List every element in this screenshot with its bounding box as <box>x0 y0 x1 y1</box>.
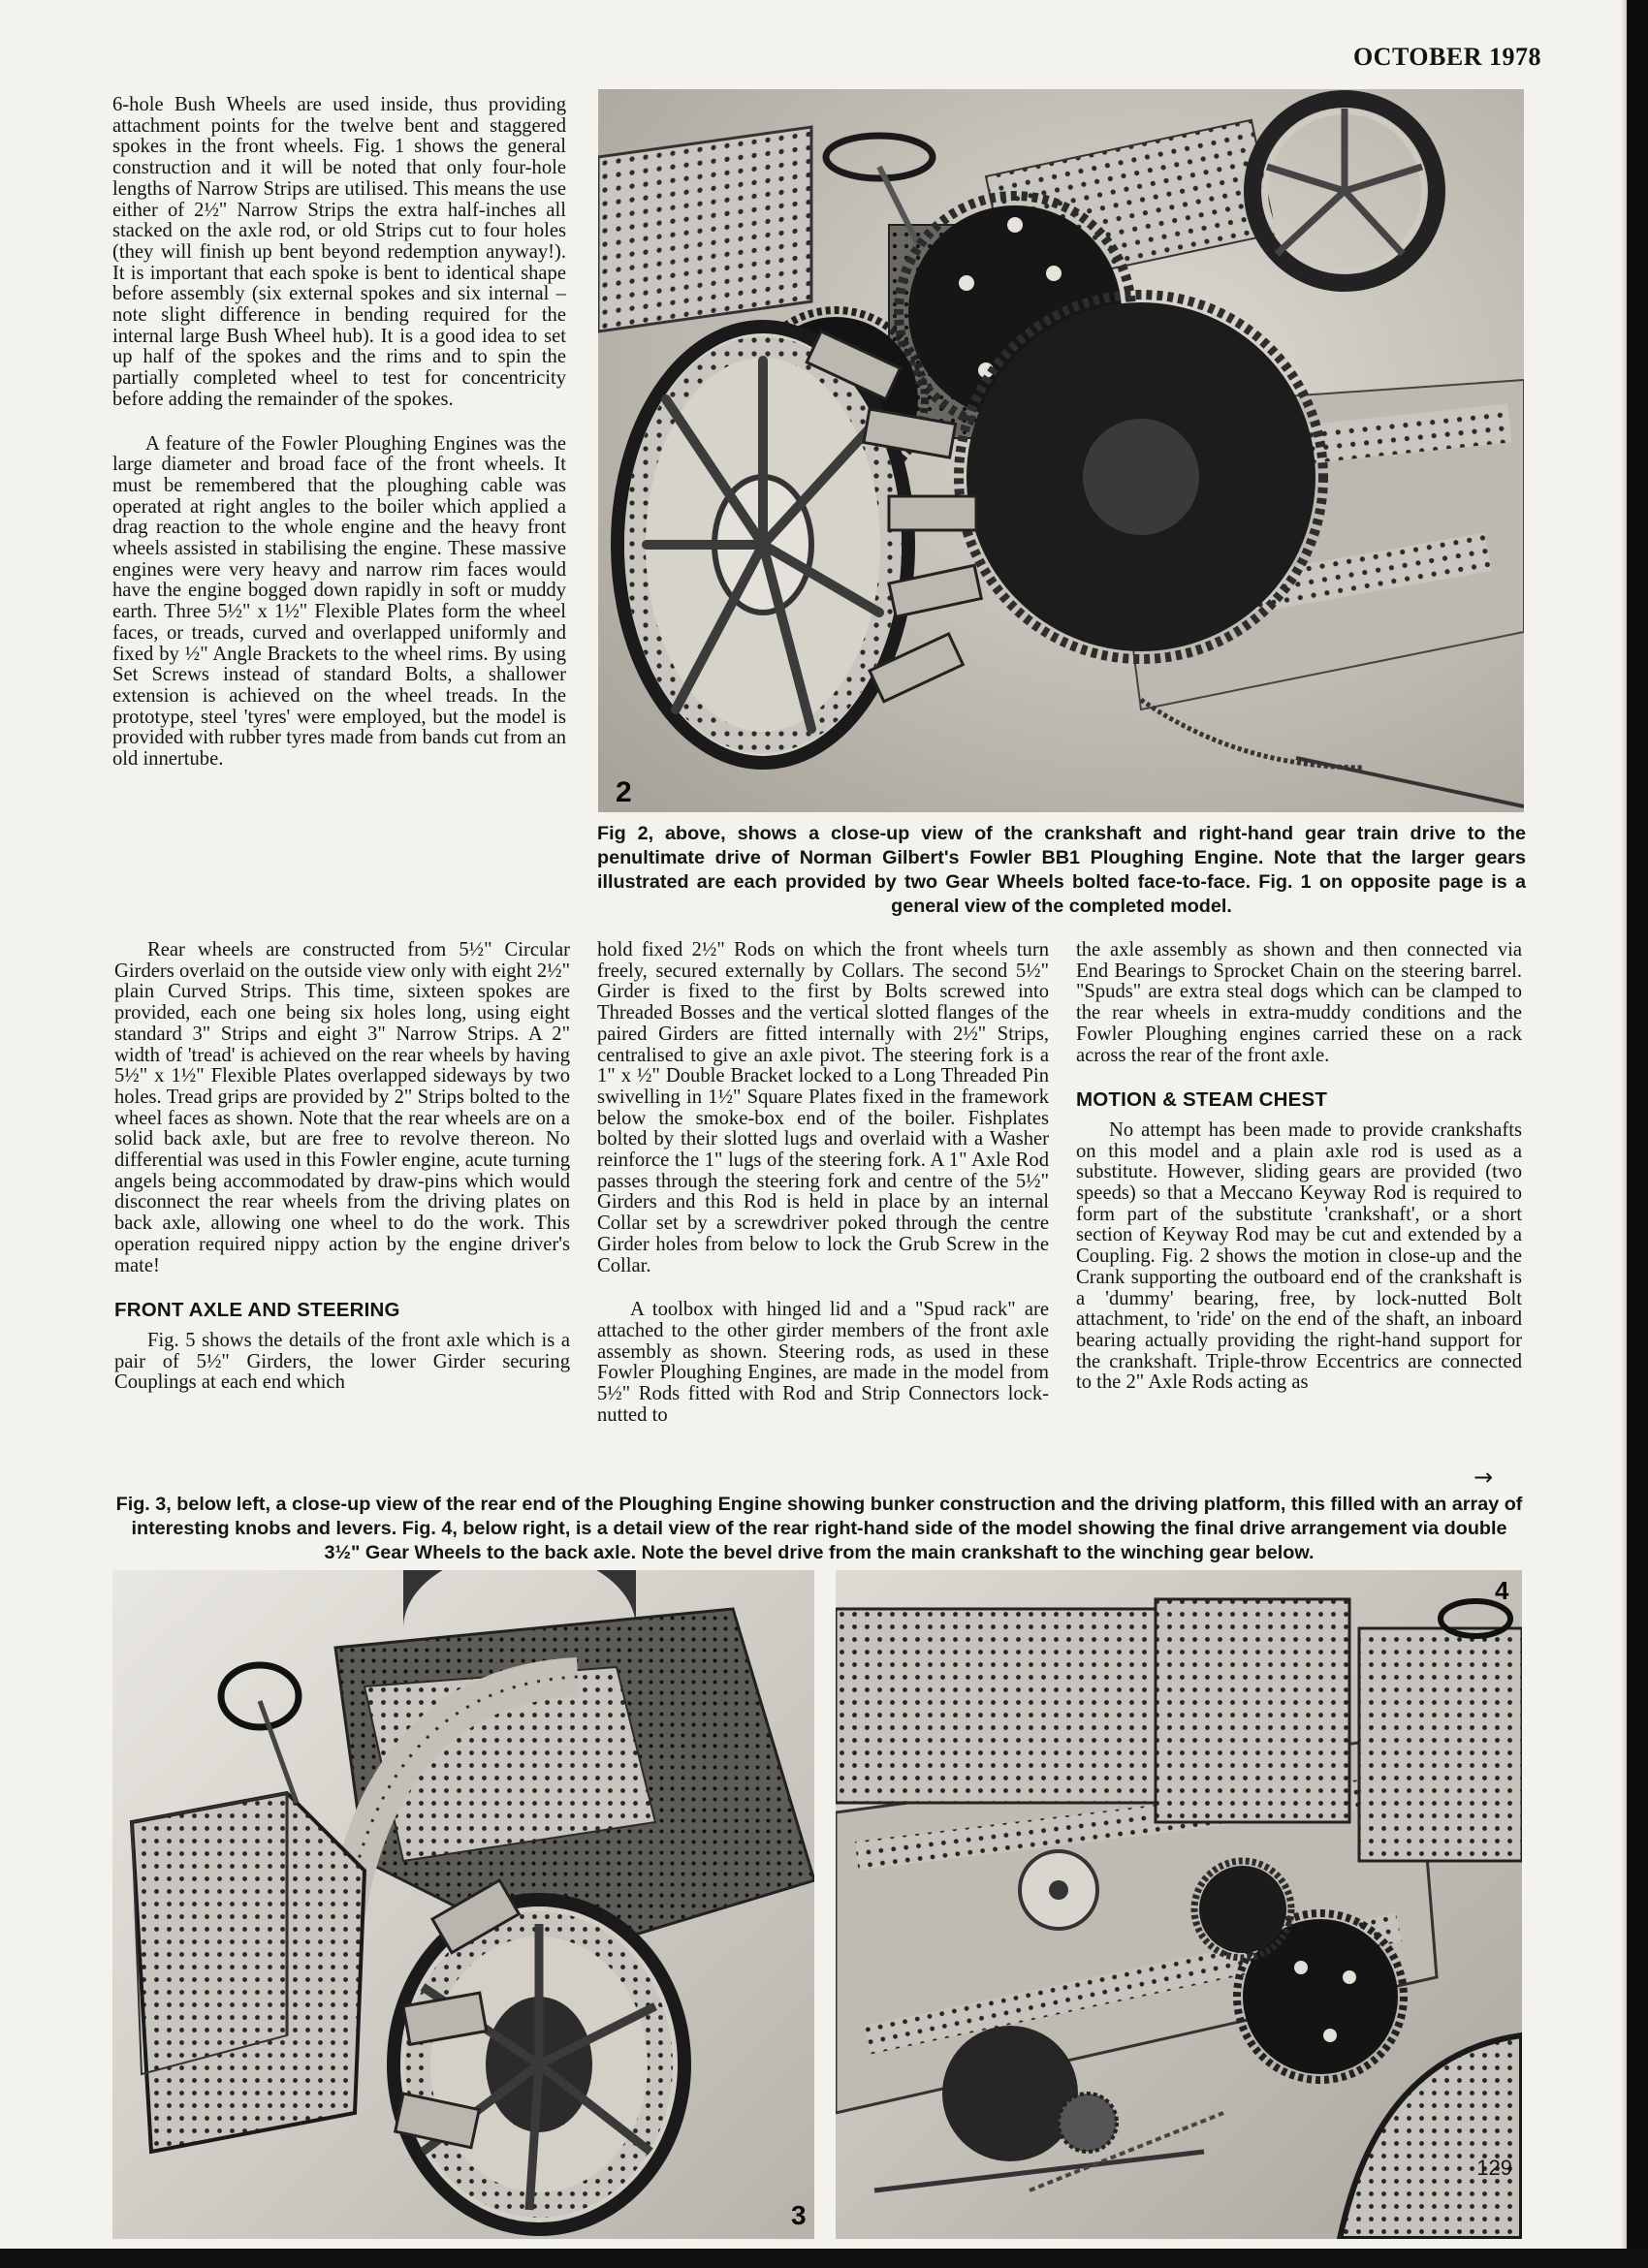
paragraph-rear-wheels: Rear wheels are constructed from 5½" Circular Girders overlaid on the outside view only with eight 2½" plain Curved Strips. This time, sixteen spokes are provided, each one being six holes long, using eight standard 3" Strips and eight 3" Narrow Strips. A 2" width of 'tread' is achieved on the rear wheels by having 5½" x 1½" Flexible Plates overlapped sideways by two holes. Tread grips are provided by 2" Strips bolted to the wheel faces as shown. Note that the rear wheels are on a solid back axle, but are free to revolve thereon. No differential was used in this Fowler engine, acute turning angels being accommodated by draw-pins which would disconnect the rear wheels from the driving plates on back axle, allowing one wheel to do the work. This operation required nippy action by the engine driver's mate! <box>114 939 570 1276</box>
paragraph-axle-pivot: hold fixed 2½" Rods on which the front wheels turn freely, secured externally by Collars. The second 5½" Girder is fixed to the first by Bolts screwed into Threaded Bosses and the vertical slotted flanges of the paired Girders are fitted internally with 2½" Strips, centralised to give an axle pivot. The steering fork is a 1" x ½" Double Bracket locked to a Long Threaded Pin swivelling in 1½" Square Plates fixed in the framework below the smoke-box end of the boiler. Fishplates bolted by their slotted lugs and overlaid with a Washer reinforce the 1" lugs of the steering fork. A 1" Axle Rod passes through the steering fork and centre of the 5½" Girders and this Rod is held in place by an internal Collar set by a screwdriver poked through the centre Girder holes from below to lock the Grub Screw in the Collar. <box>597 939 1049 1276</box>
engine-rear-bunker-illustration <box>112 1570 814 2239</box>
figure-3-photo <box>112 1570 814 2239</box>
page-number: 129 <box>1476 2156 1512 2180</box>
text-column-left-top <box>112 95 566 794</box>
figure-2-number: 2 <box>616 776 632 808</box>
heading-front-axle: FRONT AXLE AND STEERING <box>114 1299 400 1322</box>
paragraph-front-axle: Fig. 5 shows the details of the front axle which is a pair of 5½" Girders, the lower Girder securing Couplings at each end which <box>114 1329 570 1394</box>
paragraph-bush-wheels: 6-hole Bush Wheels are used inside, thus providing attachment points for the twelve bent and staggered spokes in the front wheels. Fig. 1 shows the general construction and it will be noted that only four-hole lengths of Narrow Strips are utilised. This means the use either of 2½" Narrow Strips the extra half-inches all stacked on the axle rod, or old Strips cut to four holes (they will finish up bent beyond redemption anyway!). It is important that each spoke is bent to identical shape before assembly (six external spokes and six internal – note slight difference in bending required for the internal large Bush Wheel hub). It is a good idea to set up half of the spokes and the rims and to spin the partially completed wheel to test for concentricity before adding the remainder of the spokes. <box>112 94 566 410</box>
figure-3-number: 3 <box>791 2200 807 2230</box>
text-column-right <box>1076 940 1522 1417</box>
figure-2-photo <box>598 89 1524 812</box>
text-column-left-bottom <box>114 940 570 1417</box>
paragraph-spuds: the axle assembly as shown and then connected via End Bearings to Sprocket Chain on the steering barrel. "Spuds" are extra steal dogs which can be clamped to the rear wheels in extra-muddy conditions and the Fowler Ploughing engines carried these on a rack across the rear of the front axle. <box>1076 939 1522 1066</box>
engine-final-drive-illustration <box>836 1570 1522 2239</box>
text-column-middle <box>597 940 1049 1449</box>
engine-gear-train-illustration <box>598 89 1524 812</box>
figure-2-caption: Fig 2, above, shows a close-up view of the crankshaft and right-hand gear train drive to the penultimate drive of Norman Gilbert's Fowler BB1 Ploughing Engine. Note that the larger gears illustrated are each provided by two Gear Wheels bolted face-to-face. Fig. 1 on opposite page is a general view of the completed model. <box>597 823 1526 917</box>
page-binding-edge <box>1627 0 1648 2268</box>
figure-4-photo <box>836 1570 1522 2239</box>
figure-4-number: 4 <box>1495 1576 1509 1605</box>
paragraph-front-wheels: A feature of the Fowler Ploughing Engines was the large diameter and broad face of the front wheels. It must be remembered that the ploughing cable was operated at right angles to the boiler which applied a drag reaction to the whole engine and the heavy front wheels assisted in stabilising the engine. These massive engines were very heavy and narrow rim faces would have the engine bogged down rapidly in soft or muddy earth. Three 5½" x 1½" Flexible Plates form the wheel faces, or treads, curved and overlapped uniformly and fixed by ½" Angle Brackets to the wheel rims. By using Set Screws instead of standard Bolts, a shallower extension is achieved on the wheel treads. In the prototype, steel 'tyres' were employed, but the model is provided with rubber tyres made from bands cut from an old innertube. <box>112 432 566 771</box>
issue-date-header: OCTOBER 1978 <box>1352 43 1541 71</box>
continued-arrow: → <box>1474 1464 1494 1491</box>
scan-bottom-edge <box>0 2249 1648 2268</box>
heading-motion-steam-chest: MOTION & STEAM CHEST <box>1076 1088 1328 1112</box>
paragraph-toolbox: A toolbox with hinged lid and a "Spud rack" are attached to the other girder members of the front axle assembly as shown. Steering rods, as used in these Fowler Ploughing Engines, are made in the model from 5½" Rods fitted with Rod and Strip Connectors lock-nutted to <box>597 1299 1049 1426</box>
figures-3-4-caption: Fig. 3, below left, a close-up view of the rear end of the Ploughing Engine showing bunker construction and the driving platform, this filled with an array of interesting knobs and levers. Fig. 4, below right, is a detail view of the rear right-hand side of the model showing the final drive arrangement via double 3½" Gear Wheels to the back axle. Note the bevel drive from the main crankshaft to the winching gear below. <box>115 1494 1523 1563</box>
paragraph-crankshaft: No attempt has been made to provide crankshafts on this model and a plain axle rod is used as a substitute. However, sliding gears are provided (two speeds) so that a Meccano Keyway Rod is required to form part of the substitute 'crankshaft', or a short section of Keyway Rod may be cut and extended by a Coupling. Fig. 2 shows the motion in close-up and the Crank supporting the outboard end of the crankshaft is a 'dummy' bearing, free, by lock-nutted Bolt attachment, to 'ride' on the end of the shaft, an inboard bearing actually providing the right-hand support for the crankshaft. Triple-throw Eccentrics are connected to the 2" Axle Rods acting as <box>1076 1118 1522 1394</box>
